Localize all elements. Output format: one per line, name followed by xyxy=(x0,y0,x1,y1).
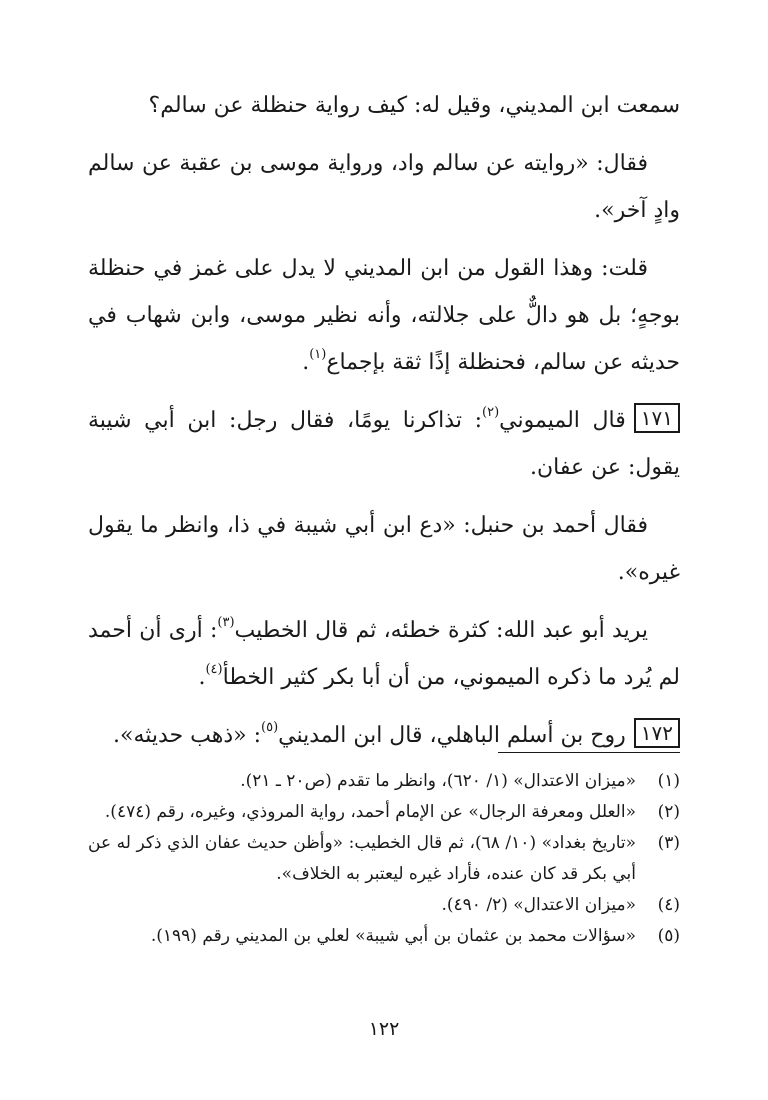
footnote-ref-1[interactable]: (١) xyxy=(309,347,327,362)
footnote-number: (٤) xyxy=(657,895,680,915)
main-text xyxy=(88,82,680,770)
entry-172-text-a: روح بن أسلم الباهلي، قال ابن المديني xyxy=(278,723,626,748)
footnote-text: «ميزان الاعتدال» (١/ ٦٢٠)، وانظر ما تقدم (ص٢٠ ـ ٢١). xyxy=(240,771,636,791)
paragraph-6-text-c: . xyxy=(198,665,206,690)
entry-number-171: ١٧١ xyxy=(634,403,680,433)
footnote-4 xyxy=(88,890,680,921)
paragraph-2-text: فقال: «روايته عن سالم واد، ورواية موسى بن عقبة عن سالم وادٍ آخر». xyxy=(88,151,680,223)
paragraph-6 xyxy=(88,607,680,701)
footnote-ref-5[interactable]: (٥) xyxy=(261,720,279,735)
paragraph-3: قلت: وهذا القول من ابن المديني لا يدل على غمز في حنظلة بوجهٍ؛ بل هو دالٌّ على جلالته، وأنه نظير موسى، وابن شهاب في حديثه عن سالم، فحنظلة إذًا ثقة بإجماع$^{(١)}$. xyxy=(88,256,680,375)
paragraph-2 xyxy=(88,140,680,234)
paragraph-1-text: سمعت ابن المديني، وقيل له: كيف رواية حنظلة عن سالم؟ xyxy=(148,93,680,118)
paragraph-5-text: فقال أحمد بن حنبل: «دع ابن أبي شيبة في ذا، وانظر ما يقول غيره». xyxy=(88,513,680,585)
footnote-number: (٢) xyxy=(657,802,680,822)
footnote-number: (٥) xyxy=(657,926,680,946)
entry-172-text-b: : «ذهب حديثه». xyxy=(112,723,262,748)
footnote-text: «العلل ومعرفة الرجال» عن الإمام أحمد، رواية المروذي، وغيره، رقم (٤٧٤). xyxy=(104,802,636,822)
entry-171 xyxy=(88,397,680,491)
footnote-text: «ميزان الاعتدال» (٢/ ٤٩٠). xyxy=(441,895,636,915)
footnote-divider xyxy=(498,752,680,753)
entry-171-text-a: قال الميموني xyxy=(499,408,626,433)
entry-number-172: ١٧٢ xyxy=(634,718,680,748)
footnote-3 xyxy=(88,828,680,890)
entry-171-text-b: : تذاكرنا يومًا، فقال رجل: ابن أبي شيبة يقول: عن عفان. xyxy=(88,408,680,480)
footnote-2 xyxy=(88,797,680,828)
footnote-5 xyxy=(88,921,680,952)
footnote-ref-2[interactable]: (٢) xyxy=(482,405,500,420)
page-number: ١٢٢ xyxy=(368,1018,400,1040)
footnotes xyxy=(88,766,680,952)
footnote-ref-3[interactable]: (٣) xyxy=(217,615,235,630)
footnote-1 xyxy=(88,766,680,797)
footnote-text: «تاريخ بغداد» (١٠/ ٦٨)، ثم قال الخطيب: «وأظن حديث عفان الذي ذكر له عن أبي بكر قد كان عنده، فأراد غيره ليعتبر به الخلاف». xyxy=(88,833,637,884)
footnote-ref-4[interactable]: (٤) xyxy=(205,662,223,677)
paragraph-3-text: قلت: وهذا القول من ابن المديني لا يدل على غمز في حنظلة بوجهٍ؛ بل هو دالٌّ على جلالته، وأنه نظير موسى، وابن شهاب في حديثه عن سالم، فحنظلة إذًا ثقة بإجماع xyxy=(88,256,680,375)
paragraph-1 xyxy=(88,82,680,129)
footnote-text: «سؤالات محمد بن عثمان بن أبي شيبة» لعلي بن المديني رقم (١٩٩). xyxy=(150,926,636,946)
footnote-number: (٣) xyxy=(657,833,680,853)
paragraph-6-text-a: يريد أبو عبد الله: كثرة خطئه، ثم قال الخطيب xyxy=(234,618,648,643)
paragraph-6-text-b: : أرى أن أحمد لم يُرد ما ذكره الميموني، من أن أبا بكر كثير الخطأ xyxy=(88,618,680,690)
paragraph-5 xyxy=(88,502,680,596)
footnote-number: (١) xyxy=(657,771,680,791)
